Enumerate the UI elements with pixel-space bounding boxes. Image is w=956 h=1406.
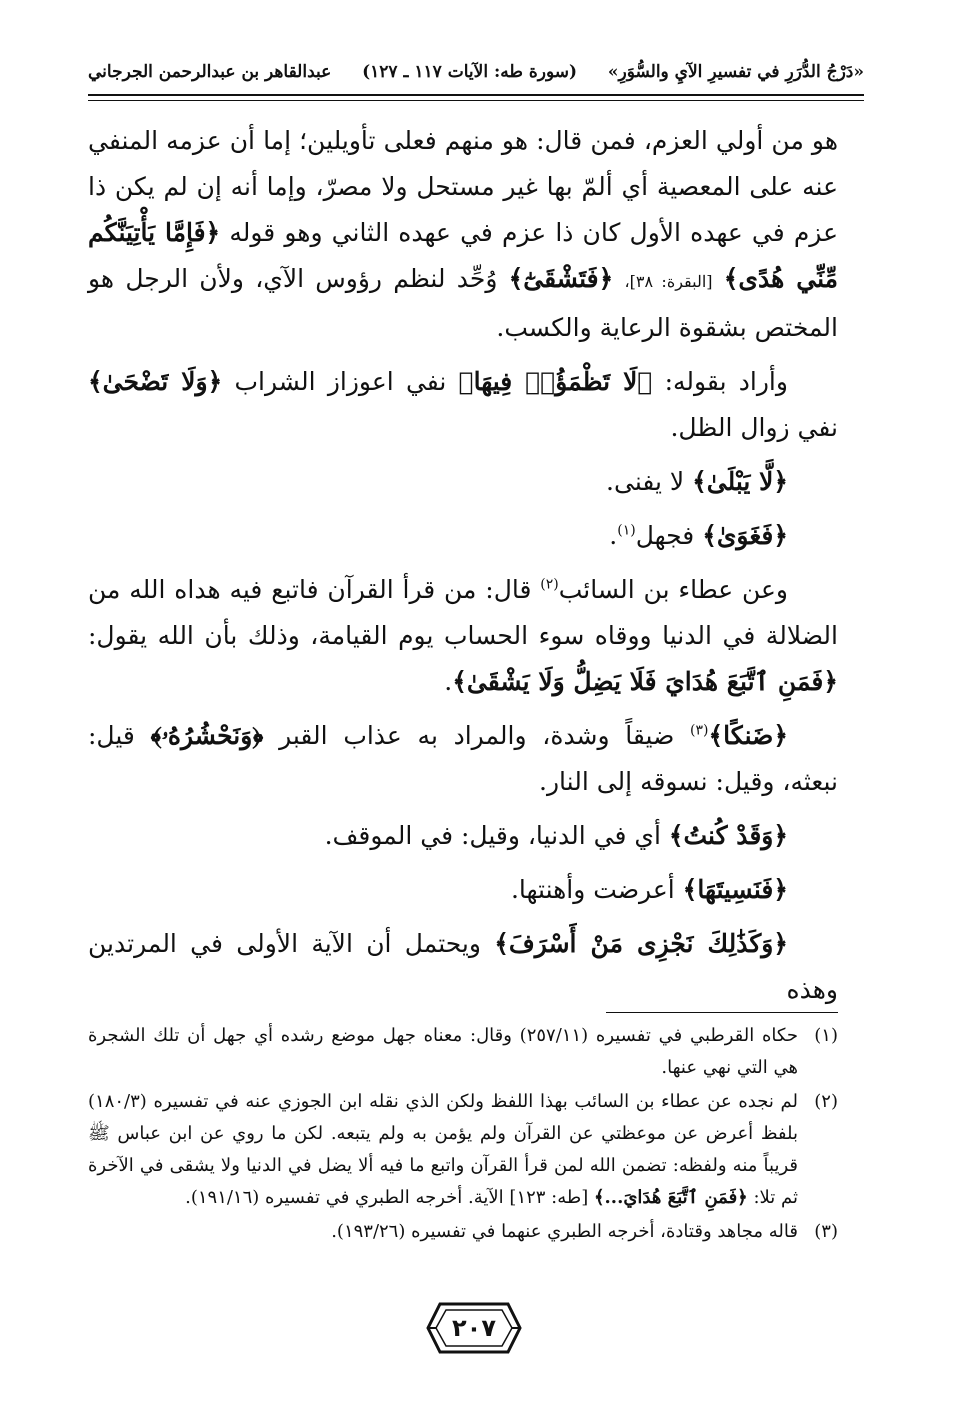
- verse-reference: [البقرة: ٣٨]،: [624, 272, 713, 291]
- quran-quote: ﴿فَتَشْقَىٰٓ﴾: [508, 264, 614, 293]
- author-name: عبدالقاهر بن عبدالرحمن الجرجاني: [88, 62, 332, 82]
- quran-quote: ﴿وَلَا تَضْحَىٰ﴾: [88, 367, 223, 396]
- footnote-marker: (٢): [540, 576, 559, 593]
- quran-quote: ﴿لَا تَظْمَؤُا۟ فِيهَا﴾: [458, 367, 653, 396]
- surah-range: (سورة طه: الآيات ١١٧ ـ ١٢٧): [362, 62, 578, 82]
- quran-quote: ﴿فَنَسِيتَهَا﴾: [682, 875, 788, 904]
- quran-quote: ﴿وَقَدْ كُنتُ﴾: [668, 821, 788, 850]
- paragraph: ﴿ضَنكًا﴾$^{(٣)}$ ضيقاً وشدة، والمراد به عذاب القبر ﴿وَنَحْشُرُهُۥ﴾ قيل: نبعثه، وقيل: نسوقه إلى النار.: [88, 721, 838, 796]
- footnote: [88, 1020, 838, 1084]
- main-text: [88, 118, 838, 1021]
- running-header: [88, 52, 864, 92]
- footnote: [88, 1086, 838, 1214]
- quran-quote: ﴿فَمَنِ ٱتَّبَعَ هُدَايَ فَلَا يَضِلُّ وَلَا يَشْقَىٰ﴾: [452, 667, 838, 696]
- paragraph: هو من أولي العزم، فمن قال: هو منهم فعلى تأويلين؛ إما أن عزمه المنفي عنه على المعصية أي ألمّ بها غير مستحل ولا مصرّ، وإما أنه إن لم يكن ذا عزم في عهده الأول كان ذا عزم في عهده الثاني وهو قوله ﴿فَإِمَّا يَأْتِيَنَّكُم مِّنِّي هُدًى﴾ [البقرة: ٣٨]، ﴿فَتَشْقَىٰٓ﴾ وُحِّد لنظم رؤوس الآي، ولأن الرجل هو المختص بشقوة الرعاية والكسب.: [88, 126, 839, 342]
- paragraph: ﴿فَغَوَىٰ﴾ فجهل$^{(١)}$.: [609, 521, 788, 550]
- book-title: «دَرْجُ الدُّرَرِ في تفسيرِ الآيِ والسُّوَرِ»: [607, 62, 864, 82]
- footnote-number: (٣): [814, 1221, 838, 1242]
- page-number-badge: [426, 1300, 522, 1356]
- quran-quote: ﴿وَكَذَٰلِكَ نَجْزِى مَنْ أَسْرَفَ﴾: [494, 929, 788, 958]
- paragraph: ﴿وَكَذَٰلِكَ نَجْزِى مَنْ أَسْرَفَ﴾ ويحتمل أن الآية الأولى في المرتدين وهذه: [88, 929, 838, 1004]
- quran-quote: ﴿فَمَنِ ٱتَّبَعَ هُدَايَ...﴾: [593, 1187, 748, 1208]
- quran-quote: ﴿فَغَوَىٰ﴾: [702, 521, 788, 550]
- footnote-text: حكاه القرطبي في تفسيره (٢٥٧/١١) وقال: معناه جهل موضع رشده أي جهل أن تلك الشجرة هي التي نهي عنها.: [88, 1025, 798, 1078]
- footnote-separator: [606, 1012, 838, 1013]
- paragraph: وأراد بقوله: ﴿لَا تَظْمَؤُا۟ فِيهَا﴾ نفي اعوزاز الشراب ﴿وَلَا تَضْحَىٰ﴾ نفي زوال الظل.: [88, 367, 838, 442]
- quran-quote: ﴿وَنَحْشُرُهُۥ﴾: [150, 721, 264, 750]
- footnotes: [88, 1020, 838, 1250]
- footnote: [88, 1216, 838, 1248]
- paragraph: ﴿لَّا يَبْلَىٰ﴾ لا يفنى.: [606, 467, 788, 496]
- footnote-number: (٢): [814, 1091, 838, 1112]
- footnote-marker: (٣): [690, 722, 709, 739]
- verse-reference: [طه: ١٢٣]: [509, 1187, 589, 1208]
- quran-quote: ﴿فَإِمَّا يَأْتِيَنَّكُم مِّنِّي هُدًى﴾: [88, 218, 839, 293]
- paragraph: ﴿وَقَدْ كُنتُ﴾ أي في الدنيا، وقيل: في الموقف.: [324, 821, 788, 850]
- footnote-marker: (١): [617, 522, 636, 539]
- page-number: ٢٠٧: [452, 1314, 496, 1342]
- header-rule-thick: [88, 94, 864, 96]
- quran-quote: ﴿ضَنكًا﴾: [708, 721, 789, 750]
- footnote-number: (١): [814, 1025, 838, 1046]
- quran-quote: ﴿لَّا يَبْلَىٰ﴾: [692, 467, 788, 496]
- footnote-text: قاله مجاهد وقتادة، أخرجه الطبري عنهما في تفسيره (١٩٣/٢٦).: [331, 1221, 798, 1242]
- paragraph: ﴿فَنَسِيتَهَا﴾ أعرضت وأهنتها.: [510, 875, 788, 904]
- header-rule-thin: [88, 100, 864, 101]
- paragraph: وعن عطاء بن السائب$^{(٢)}$ قال: من قرأ القرآن فاتبع فيه هداه الله من الضلالة في الدنيا ووقاه سوء الحساب يوم القيامة، وذلك بأن الله يقول: ﴿فَمَنِ ٱتَّبَعَ هُدَايَ فَلَا يَضِلُّ وَلَا يَشْقَىٰ﴾.: [88, 575, 838, 696]
- footnote-text: لم نجده عن عطاء بن السائب بهذا اللفظ ولكن الذي نقله ابن الجوزي عنه في تفسيره (١٨٠/٣) بلفظ أعرض عن موعظتي عن القرآن ولم يؤمن به ولم يتبعه. لكن ما روي عن ابن عباس ﷺ قريباً منه ولفظه: تضمن الله لمن قرأ القرآن واتبع ما فيه ألا يضل في الدنيا ولا يشقى في الآخرة ثم تلا: ﴿فَمَنِ ٱتَّبَعَ هُدَايَ...﴾ [طه: ١٢٣] الآية. أخرجه الطبري في تفسيره (١٩١/١٦).: [88, 1091, 798, 1208]
